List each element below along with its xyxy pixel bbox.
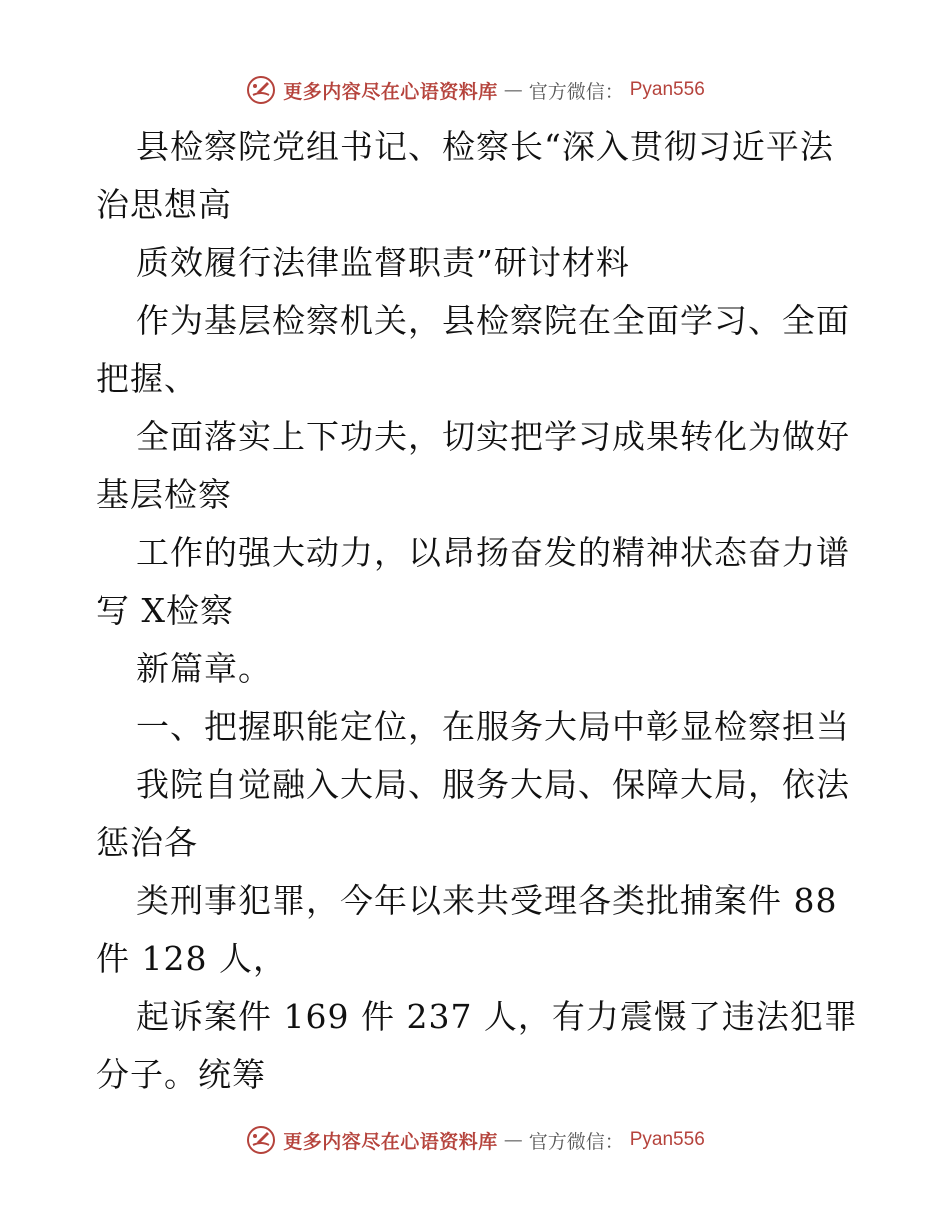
text-line: 质效履行法律监督职责”研讨材料 [136, 243, 630, 282]
text-line: 把握、 [96, 359, 198, 398]
text-line: 县检察院党组书记、检察长“深入贯彻习近平法 [136, 127, 834, 166]
text-line: 全面落实上下功夫，切实把学习成果转化为做好 [136, 417, 850, 456]
watermark-wechat-label: 官方微信： [528, 1130, 624, 1153]
text-line: 写 X检察 [96, 591, 234, 630]
watermark-brand: 更多内容尽在心语资料库 [283, 80, 498, 103]
text-line: 分子。统筹 [96, 1055, 266, 1094]
watermark-wechat-label: 官方微信： [528, 80, 624, 103]
text-line: 件 128 人， [96, 939, 287, 978]
book-pen-icon [245, 74, 277, 106]
watermark-dash: — [503, 1129, 523, 1151]
text-line: 起诉案件 169 件 237 人，有力震慑了违法犯罪 [136, 997, 858, 1036]
text-line: 工作的强大动力，以昂扬奋发的精神状态奋力谱 [136, 533, 850, 572]
watermark-brand: 更多内容尽在心语资料库 [283, 1130, 498, 1153]
text-line: 治思想高 [96, 185, 232, 224]
book-pen-icon [245, 1124, 277, 1156]
text-line: 我院自觉融入大局、服务大局、保障大局，依法 [136, 765, 850, 804]
document-body [96, 118, 856, 1104]
text-line: 惩治各 [96, 823, 198, 862]
watermark-wechat-id: Pyan556 [629, 1129, 705, 1150]
text-line: 基层检察 [96, 475, 232, 514]
text-line: 新篇章。 [136, 649, 272, 688]
text-line: 类刑事犯罪，今年以来共受理各类批捕案件 88 [136, 881, 838, 920]
watermark-dash: — [503, 79, 523, 101]
text-line: 作为基层检察机关，县检察院在全面学习、全面 [136, 301, 850, 340]
header-watermark [0, 72, 950, 108]
footer-watermark [0, 1122, 950, 1158]
section-heading: 一、把握职能定位，在服务大局中彰显检察担当 [136, 707, 850, 746]
watermark-wechat-id: Pyan556 [629, 79, 705, 100]
